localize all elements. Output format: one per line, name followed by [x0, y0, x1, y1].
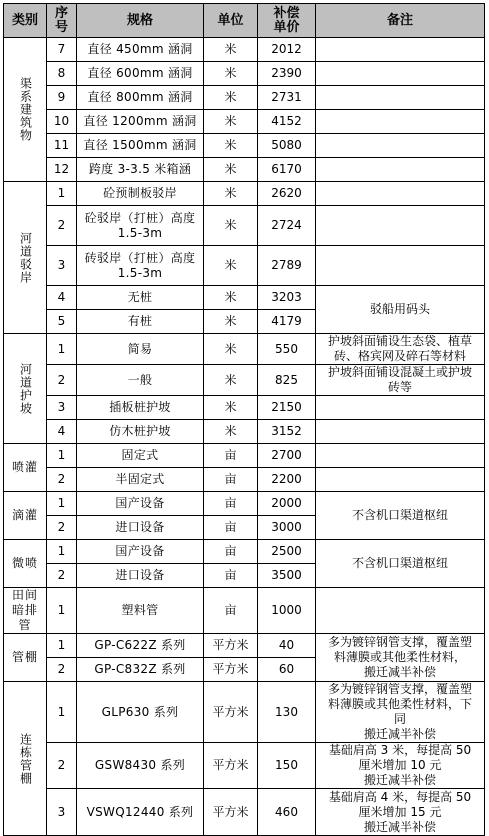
- price-cell: 550: [258, 334, 316, 365]
- table-row: [4, 492, 485, 516]
- number-cell: 2: [47, 564, 77, 588]
- unit-cell: 米: [204, 110, 258, 134]
- number-cell: 2: [47, 468, 77, 492]
- price-cell: 3152: [258, 420, 316, 444]
- spec-cell: GP-C832Z 系列: [77, 658, 204, 682]
- remark-cell: [316, 588, 485, 634]
- spec-cell: 无桩: [77, 286, 204, 310]
- number-cell: 2: [47, 743, 77, 789]
- number-cell: 10: [47, 110, 77, 134]
- remark-cell: 不含机口渠道枢纽: [316, 492, 485, 540]
- header-category: 类别: [4, 4, 47, 38]
- compensation-table: [3, 3, 485, 836]
- price-cell: 40: [258, 634, 316, 658]
- price-cell: 3203: [258, 286, 316, 310]
- table-row: [4, 134, 485, 158]
- unit-cell: 亩: [204, 516, 258, 540]
- spec-cell: 固定式: [77, 444, 204, 468]
- unit-cell: 平方米: [204, 743, 258, 789]
- spec-cell: 一般: [77, 365, 204, 396]
- unit-cell: 亩: [204, 540, 258, 564]
- remark-cell: 不含机口渠道枢纽: [316, 540, 485, 588]
- header-row: [4, 4, 485, 38]
- number-cell: 2: [47, 365, 77, 396]
- unit-cell: 米: [204, 286, 258, 310]
- header-price: 补偿 单价: [258, 4, 316, 38]
- table-row: [4, 38, 485, 62]
- price-cell: 2390: [258, 62, 316, 86]
- price-cell: 6170: [258, 158, 316, 182]
- price-cell: 1000: [258, 588, 316, 634]
- unit-cell: 亩: [204, 564, 258, 588]
- price-cell: 60: [258, 658, 316, 682]
- price-cell: 4179: [258, 310, 316, 334]
- header-unit: 单位: [204, 4, 258, 38]
- table-row: [4, 286, 485, 310]
- spec-cell: 砖驳岸（打桩）高度 1.5-3m: [77, 246, 204, 286]
- price-cell: 150: [258, 743, 316, 789]
- number-cell: 1: [47, 634, 77, 658]
- number-cell: 2: [47, 206, 77, 246]
- spec-cell: 直径 450mm 涵洞: [77, 38, 204, 62]
- price-cell: 2724: [258, 206, 316, 246]
- unit-cell: 平方米: [204, 789, 258, 836]
- table-row: [4, 588, 485, 634]
- number-cell: 11: [47, 134, 77, 158]
- unit-cell: 米: [204, 310, 258, 334]
- header-remark: 备注: [316, 4, 485, 38]
- category-cell: 喷灌: [4, 444, 47, 492]
- price-cell: 5080: [258, 134, 316, 158]
- remark-cell: 驳船用码头: [316, 286, 485, 334]
- table-row: [4, 789, 485, 836]
- number-cell: 1: [47, 444, 77, 468]
- table-row: [4, 246, 485, 286]
- number-cell: 4: [47, 420, 77, 444]
- number-cell: 1: [47, 492, 77, 516]
- spec-cell: 跨度 3-3.5 米箱涵: [77, 158, 204, 182]
- spec-cell: 仿木桩护坡: [77, 420, 204, 444]
- remark-cell: 基础肩高 3 米，每提高 50 厘米增加 10 元 搬迁减半补偿: [316, 743, 485, 789]
- price-cell: 2200: [258, 468, 316, 492]
- remark-cell: [316, 396, 485, 420]
- spec-cell: 砼预制板驳岸: [77, 182, 204, 206]
- remark-cell: 基础肩高 4 米，每提高 50 厘米增加 15 元 搬迁减半补偿: [316, 789, 485, 836]
- remark-cell: 多为镀锌钢管支撑，覆盖塑 料薄膜或其他柔性材料，下 同 搬迁减半补偿: [316, 682, 485, 743]
- table-row: [4, 206, 485, 246]
- table-row: [4, 682, 485, 743]
- spec-cell: GSW8430 系列: [77, 743, 204, 789]
- remark-cell: [316, 86, 485, 110]
- spec-cell: 半固定式: [77, 468, 204, 492]
- unit-cell: 亩: [204, 468, 258, 492]
- category-cell: 微喷: [4, 540, 47, 588]
- spec-cell: 直径 600mm 涵洞: [77, 62, 204, 86]
- category-cell: 河道驳岸: [4, 182, 47, 334]
- spec-cell: GP-C622Z 系列: [77, 634, 204, 658]
- spec-cell: 国产设备: [77, 540, 204, 564]
- number-cell: 7: [47, 38, 77, 62]
- table-row: [4, 396, 485, 420]
- number-cell: 12: [47, 158, 77, 182]
- price-cell: 460: [258, 789, 316, 836]
- table-row: [4, 365, 485, 396]
- price-cell: 2620: [258, 182, 316, 206]
- unit-cell: 平方米: [204, 658, 258, 682]
- number-cell: 8: [47, 62, 77, 86]
- table-row: [4, 182, 485, 206]
- price-cell: 2500: [258, 540, 316, 564]
- unit-cell: 米: [204, 86, 258, 110]
- table-row: [4, 743, 485, 789]
- price-cell: 4152: [258, 110, 316, 134]
- spec-cell: 有桩: [77, 310, 204, 334]
- number-cell: 3: [47, 246, 77, 286]
- remark-cell: 护坡斜面铺设混凝土或护坡 砖等: [316, 365, 485, 396]
- table-row: [4, 62, 485, 86]
- unit-cell: 米: [204, 420, 258, 444]
- remark-cell: [316, 38, 485, 62]
- table-row: [4, 86, 485, 110]
- price-cell: 825: [258, 365, 316, 396]
- unit-cell: 米: [204, 62, 258, 86]
- unit-cell: 米: [204, 396, 258, 420]
- category-cell: 连栋管棚: [4, 682, 47, 836]
- header-spec: 规格: [77, 4, 204, 38]
- remark-cell: 多为镀锌钢管支撑，覆盖塑 料薄膜或其他柔性材料， 搬迁减半补偿: [316, 634, 485, 682]
- table-row: [4, 540, 485, 564]
- table-row: [4, 158, 485, 182]
- number-cell: 2: [47, 516, 77, 540]
- table-row: [4, 468, 485, 492]
- price-cell: 130: [258, 682, 316, 743]
- category-cell: 渠系建筑物: [4, 38, 47, 182]
- category-cell: 田间 暗排管: [4, 588, 47, 634]
- spec-cell: 进口设备: [77, 516, 204, 540]
- unit-cell: 平方米: [204, 682, 258, 743]
- spec-cell: 国产设备: [77, 492, 204, 516]
- spec-cell: 塑料管: [77, 588, 204, 634]
- price-cell: 2000: [258, 492, 316, 516]
- price-cell: 2700: [258, 444, 316, 468]
- number-cell: 1: [47, 588, 77, 634]
- category-cell: 管棚: [4, 634, 47, 682]
- spec-cell: 插板桩护坡: [77, 396, 204, 420]
- spec-cell: 砼驳岸（打桩）高度 1.5-3m: [77, 206, 204, 246]
- table-body: [4, 38, 485, 836]
- price-cell: 2731: [258, 86, 316, 110]
- unit-cell: 亩: [204, 492, 258, 516]
- unit-cell: 米: [204, 206, 258, 246]
- table-row: [4, 334, 485, 365]
- remark-cell: [316, 468, 485, 492]
- number-cell: 1: [47, 682, 77, 743]
- header-number: 序号: [47, 4, 77, 38]
- table-row: [4, 110, 485, 134]
- remark-cell: [316, 206, 485, 246]
- unit-cell: 亩: [204, 444, 258, 468]
- spec-cell: GLP630 系列: [77, 682, 204, 743]
- remark-cell: [316, 134, 485, 158]
- remark-cell: [316, 158, 485, 182]
- number-cell: 2: [47, 658, 77, 682]
- number-cell: 4: [47, 286, 77, 310]
- remark-cell: [316, 62, 485, 86]
- number-cell: 3: [47, 789, 77, 836]
- unit-cell: 米: [204, 334, 258, 365]
- spec-cell: VSWQ12440 系列: [77, 789, 204, 836]
- unit-cell: 米: [204, 182, 258, 206]
- unit-cell: 米: [204, 246, 258, 286]
- number-cell: 1: [47, 182, 77, 206]
- number-cell: 3: [47, 396, 77, 420]
- number-cell: 1: [47, 540, 77, 564]
- unit-cell: 平方米: [204, 634, 258, 658]
- unit-cell: 米: [204, 134, 258, 158]
- price-cell: 3500: [258, 564, 316, 588]
- spec-cell: 直径 1500mm 涵洞: [77, 134, 204, 158]
- number-cell: 1: [47, 334, 77, 365]
- number-cell: 5: [47, 310, 77, 334]
- unit-cell: 米: [204, 158, 258, 182]
- price-cell: 2789: [258, 246, 316, 286]
- remark-cell: [316, 420, 485, 444]
- table-row: [4, 420, 485, 444]
- remark-cell: [316, 444, 485, 468]
- spec-cell: 进口设备: [77, 564, 204, 588]
- category-cell: 滴灌: [4, 492, 47, 540]
- spec-cell: 简易: [77, 334, 204, 365]
- unit-cell: 亩: [204, 588, 258, 634]
- category-cell: 河道护坡: [4, 334, 47, 444]
- unit-cell: 米: [204, 38, 258, 62]
- spec-cell: 直径 800mm 涵洞: [77, 86, 204, 110]
- number-cell: 9: [47, 86, 77, 110]
- remark-cell: 护坡斜面铺设生态袋、植草 砖、格宾网及碎石等材料: [316, 334, 485, 365]
- remark-cell: [316, 246, 485, 286]
- remark-cell: [316, 110, 485, 134]
- spec-cell: 直径 1200mm 涵洞: [77, 110, 204, 134]
- remark-cell: [316, 182, 485, 206]
- price-cell: 3000: [258, 516, 316, 540]
- price-cell: 2012: [258, 38, 316, 62]
- table-row: [4, 444, 485, 468]
- price-cell: 2150: [258, 396, 316, 420]
- table-row: [4, 634, 485, 658]
- unit-cell: 米: [204, 365, 258, 396]
